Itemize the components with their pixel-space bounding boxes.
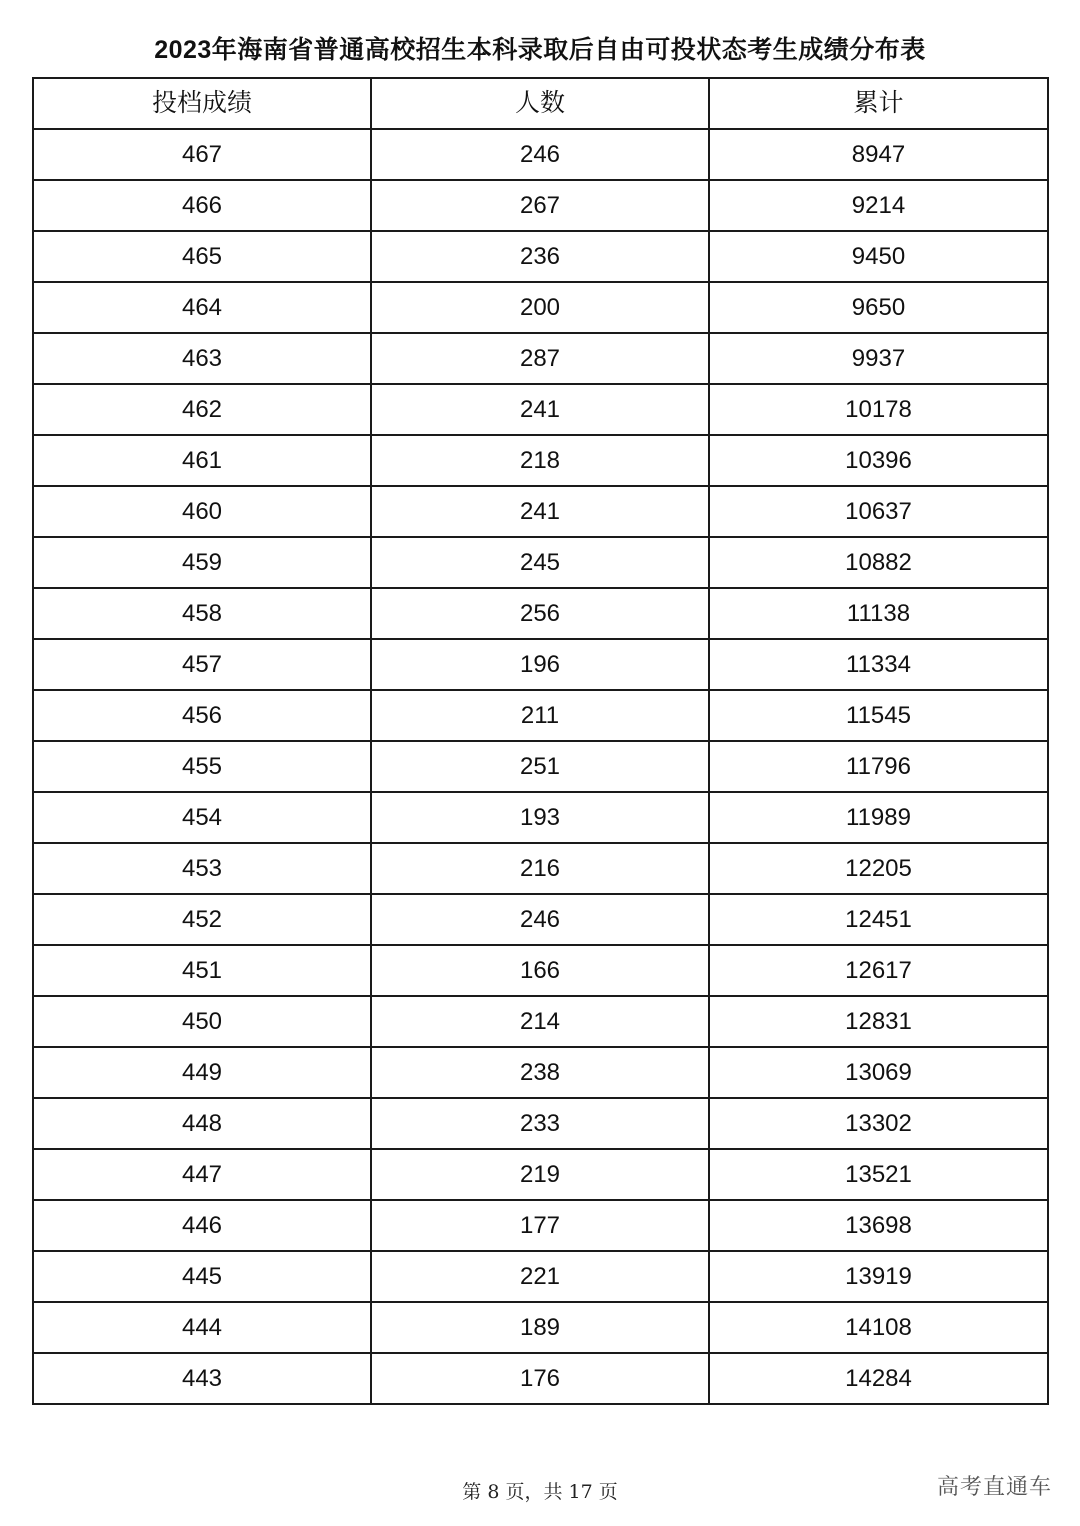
cell-score: 450 bbox=[33, 996, 371, 1047]
table-row bbox=[33, 996, 1048, 1047]
cell-score: 449 bbox=[33, 1047, 371, 1098]
cell-count: 189 bbox=[371, 1302, 709, 1353]
cell-count: 246 bbox=[371, 129, 709, 180]
cell-count: 221 bbox=[371, 1251, 709, 1302]
cell-cumulative: 11334 bbox=[709, 639, 1048, 690]
table-row bbox=[33, 639, 1048, 690]
table-row bbox=[33, 180, 1048, 231]
cell-cumulative: 14284 bbox=[709, 1353, 1048, 1404]
table-body bbox=[33, 129, 1048, 1404]
cell-score: 461 bbox=[33, 435, 371, 486]
cell-score: 448 bbox=[33, 1098, 371, 1149]
cell-score: 446 bbox=[33, 1200, 371, 1251]
cell-score: 443 bbox=[33, 1353, 371, 1404]
cell-score: 462 bbox=[33, 384, 371, 435]
cell-count: 216 bbox=[371, 843, 709, 894]
cell-cumulative: 10396 bbox=[709, 435, 1048, 486]
page-indicator: 第 8 页，共 17 页 bbox=[462, 1481, 618, 1503]
cell-count: 287 bbox=[371, 333, 709, 384]
cell-cumulative: 11545 bbox=[709, 690, 1048, 741]
cell-count: 200 bbox=[371, 282, 709, 333]
cell-count: 214 bbox=[371, 996, 709, 1047]
cell-score: 457 bbox=[33, 639, 371, 690]
table-row bbox=[33, 231, 1048, 282]
cell-count: 196 bbox=[371, 639, 709, 690]
cell-score: 451 bbox=[33, 945, 371, 996]
cell-score: 444 bbox=[33, 1302, 371, 1353]
cell-score: 464 bbox=[33, 282, 371, 333]
page-title: 2023年海南省普通高校招生本科录取后自由可投状态考生成绩分布表 bbox=[154, 36, 926, 64]
table-row bbox=[33, 384, 1048, 435]
cell-score: 467 bbox=[33, 129, 371, 180]
cell-score: 453 bbox=[33, 843, 371, 894]
table-row bbox=[33, 843, 1048, 894]
cell-count: 177 bbox=[371, 1200, 709, 1251]
cell-score: 459 bbox=[33, 537, 371, 588]
table-row bbox=[33, 1098, 1048, 1149]
cell-count: 233 bbox=[371, 1098, 709, 1149]
table-row bbox=[33, 741, 1048, 792]
cell-cumulative: 13069 bbox=[709, 1047, 1048, 1098]
cell-score: 466 bbox=[33, 180, 371, 231]
table-row bbox=[33, 945, 1048, 996]
cell-score: 447 bbox=[33, 1149, 371, 1200]
table-row bbox=[33, 1251, 1048, 1302]
table-row bbox=[33, 1353, 1048, 1404]
cell-cumulative: 12451 bbox=[709, 894, 1048, 945]
table-row bbox=[33, 1302, 1048, 1353]
table-row bbox=[33, 1047, 1048, 1098]
cell-cumulative: 9450 bbox=[709, 231, 1048, 282]
table-row bbox=[33, 486, 1048, 537]
table-header bbox=[33, 78, 1048, 129]
cell-score: 458 bbox=[33, 588, 371, 639]
table-row bbox=[33, 588, 1048, 639]
cell-score: 456 bbox=[33, 690, 371, 741]
cell-score: 454 bbox=[33, 792, 371, 843]
watermark: 高考直通车 bbox=[936, 1474, 1052, 1499]
cell-count: 246 bbox=[371, 894, 709, 945]
table-row bbox=[33, 690, 1048, 741]
cell-cumulative: 12617 bbox=[709, 945, 1048, 996]
cell-count: 251 bbox=[371, 741, 709, 792]
cell-cumulative: 8947 bbox=[709, 129, 1048, 180]
cell-count: 241 bbox=[371, 486, 709, 537]
table-row bbox=[33, 333, 1048, 384]
cell-cumulative: 11796 bbox=[709, 741, 1048, 792]
table-row bbox=[33, 792, 1048, 843]
cell-score: 463 bbox=[33, 333, 371, 384]
cell-count: 218 bbox=[371, 435, 709, 486]
cell-count: 193 bbox=[371, 792, 709, 843]
table-row bbox=[33, 282, 1048, 333]
cell-count: 245 bbox=[371, 537, 709, 588]
table-row bbox=[33, 894, 1048, 945]
table-row bbox=[33, 129, 1048, 180]
cell-score: 445 bbox=[33, 1251, 371, 1302]
cell-cumulative: 12831 bbox=[709, 996, 1048, 1047]
cell-cumulative: 9937 bbox=[709, 333, 1048, 384]
cell-cumulative: 11989 bbox=[709, 792, 1048, 843]
cell-score: 452 bbox=[33, 894, 371, 945]
cell-score: 455 bbox=[33, 741, 371, 792]
header-row bbox=[33, 78, 1048, 129]
cell-cumulative: 9214 bbox=[709, 180, 1048, 231]
cell-count: 241 bbox=[371, 384, 709, 435]
table-row bbox=[33, 537, 1048, 588]
cell-cumulative: 10882 bbox=[709, 537, 1048, 588]
column-header-count: 人数 bbox=[371, 78, 709, 129]
cell-cumulative: 13302 bbox=[709, 1098, 1048, 1149]
table-row bbox=[33, 435, 1048, 486]
cell-cumulative: 12205 bbox=[709, 843, 1048, 894]
cell-count: 256 bbox=[371, 588, 709, 639]
cell-count: 238 bbox=[371, 1047, 709, 1098]
cell-cumulative: 13919 bbox=[709, 1251, 1048, 1302]
cell-cumulative: 13521 bbox=[709, 1149, 1048, 1200]
cell-score: 465 bbox=[33, 231, 371, 282]
column-header-cumulative: 累计 bbox=[709, 78, 1048, 129]
cell-count: 236 bbox=[371, 231, 709, 282]
cell-cumulative: 10178 bbox=[709, 384, 1048, 435]
table-row bbox=[33, 1149, 1048, 1200]
score-distribution-table bbox=[32, 77, 1049, 1405]
cell-count: 267 bbox=[371, 180, 709, 231]
cell-cumulative: 14108 bbox=[709, 1302, 1048, 1353]
cell-count: 219 bbox=[371, 1149, 709, 1200]
cell-score: 460 bbox=[33, 486, 371, 537]
cell-cumulative: 11138 bbox=[709, 588, 1048, 639]
cell-count: 176 bbox=[371, 1353, 709, 1404]
table-row bbox=[33, 1200, 1048, 1251]
column-header-score: 投档成绩 bbox=[33, 78, 371, 129]
cell-cumulative: 9650 bbox=[709, 282, 1048, 333]
cell-cumulative: 10637 bbox=[709, 486, 1048, 537]
cell-count: 166 bbox=[371, 945, 709, 996]
cell-cumulative: 13698 bbox=[709, 1200, 1048, 1251]
cell-count: 211 bbox=[371, 690, 709, 741]
